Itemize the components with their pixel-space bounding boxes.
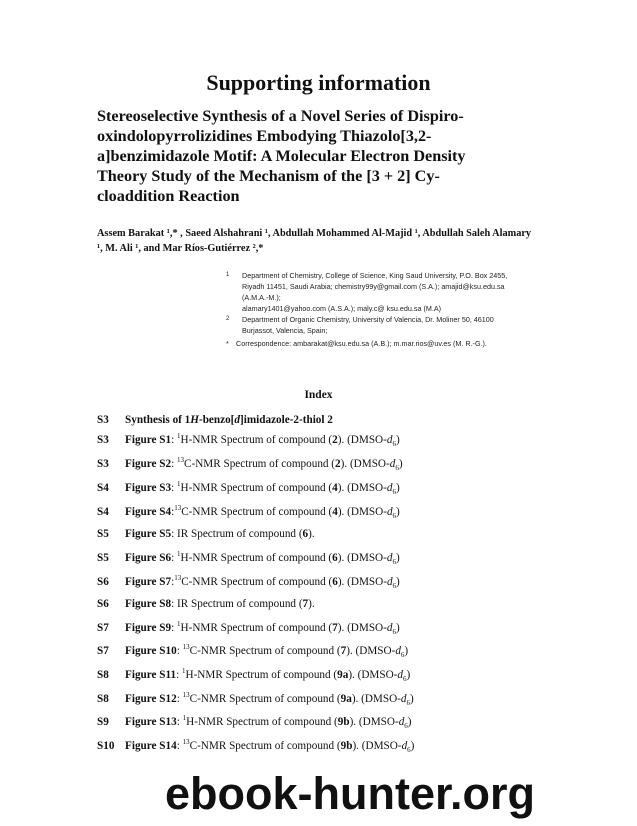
affiliation-line: alamary1401@yahoo.com (A.S.A.); maly.c@ ksu.edu.sa (M.A) bbox=[242, 304, 442, 313]
isotope-superscript: 1 bbox=[181, 667, 186, 675]
compound-number: 6 bbox=[332, 576, 338, 588]
affiliation-line: Burjassot, Valencia, Spain; bbox=[242, 326, 328, 335]
affiliation-1 bbox=[226, 270, 556, 314]
compound-number: 9a bbox=[337, 669, 349, 681]
compound-number: 7 bbox=[332, 622, 338, 634]
figure-label: Figure S6 bbox=[125, 552, 172, 564]
compound-number: 7 bbox=[302, 598, 309, 610]
index-entry-text: Figure S3: $^1$H-NMR Spectrum of compound (4). $(DMSO-d_6)$ bbox=[125, 480, 400, 497]
isotope-superscript: 1 bbox=[177, 480, 181, 488]
solvent-italic: d bbox=[397, 669, 404, 681]
figure-label: Figure S11 bbox=[125, 669, 177, 681]
index-page-number: S5 bbox=[97, 552, 109, 564]
italic-text: d bbox=[234, 414, 240, 426]
index-page-number: S4 bbox=[97, 506, 109, 518]
paper-title-line: a]benzimidazole Motif: A Molecular Electron Density bbox=[97, 147, 466, 165]
solvent-subscript: 6 bbox=[404, 722, 408, 731]
solvent-subscript: 6 bbox=[395, 464, 399, 473]
index-entry-text: Figure S12: $^{13}$C-NMR Spectrum of compound (9a). $(DMSO-d_6)$ bbox=[125, 691, 414, 708]
index-page-number: S3 bbox=[97, 414, 109, 426]
figure-label: Figure S8 bbox=[125, 598, 172, 610]
index-page-number: S3 bbox=[97, 434, 109, 446]
index-page-number: S6 bbox=[97, 598, 109, 610]
affiliation-line: (A.M.A.-M.); bbox=[242, 293, 281, 302]
affiliation-number: 2 bbox=[226, 316, 230, 322]
author-line: Assem Barakat ¹,* , Saeed Alshahrani ¹, Abdullah Mohammed Al-Majid ¹, Abdullah Saleh Alamary bbox=[97, 228, 532, 239]
figure-label: Figure S10 bbox=[125, 645, 177, 657]
page-title: Supporting information bbox=[206, 70, 431, 95]
solvent-italic: d bbox=[386, 506, 393, 518]
index-entry-text: Synthesis of 1H-benzo[d]imidazole-2-thiol 2 bbox=[125, 414, 333, 426]
paper-title-line: Theory Study of the Mechanism of the [3 + 2] Cy- bbox=[97, 167, 440, 185]
index-entry-text: Figure S11: $^1$H-NMR Spectrum of compound (9a). $(DMSO-d_6)$ bbox=[125, 667, 411, 684]
figure-label: Figure S13 bbox=[125, 716, 177, 728]
compound-number: 2 bbox=[332, 434, 338, 446]
affiliation-line: Department of Chemistry, College of Science, King Saud University, P.O. Box 2455, bbox=[242, 271, 508, 280]
index-entry-text: Figure S13: $^1$H-NMR Spectrum of compound (9b). $(DMSO-d_6)$ bbox=[125, 714, 412, 731]
isotope-superscript: 13 bbox=[177, 456, 185, 464]
index-heading: Index bbox=[304, 389, 333, 401]
solvent-italic: d bbox=[389, 458, 396, 470]
compound-number: 7 bbox=[340, 645, 347, 657]
index-entry-text: Figure S9: $^1$H-NMR Spectrum of compound (7). $(DMSO-d_6)$ bbox=[125, 620, 400, 637]
index-page-number: S9 bbox=[97, 716, 109, 728]
figure-label: Figure S3 bbox=[125, 482, 172, 494]
paper-title bbox=[97, 106, 527, 206]
correspondence-marker: * bbox=[226, 339, 229, 348]
solvent-subscript: 6 bbox=[406, 699, 411, 708]
solvent-subscript: 6 bbox=[407, 746, 411, 755]
index-entry-text: Figure S14: $^{13}$C-NMR Spectrum of compound (9b). $(DMSO-d_6)$ bbox=[125, 738, 415, 755]
solvent-subscript: 6 bbox=[400, 651, 405, 660]
author-line: ¹, M. Ali ¹, and Mar Ríos-Gutiérrez ²,* bbox=[97, 243, 264, 254]
affiliations bbox=[226, 270, 556, 349]
solvent-italic: d bbox=[386, 434, 393, 446]
index-entry-text: Figure S5: IR Spectrum of compound (6). bbox=[125, 528, 315, 540]
index-page-number: S7 bbox=[97, 622, 109, 634]
solvent-italic: d bbox=[398, 716, 405, 728]
correspondence bbox=[226, 338, 556, 349]
isotope-superscript: 13 bbox=[182, 691, 190, 699]
watermark-text: ebook-hunter.org bbox=[165, 768, 535, 819]
isotope-superscript: 1 bbox=[177, 550, 181, 558]
solvent-subscript: 6 bbox=[392, 440, 396, 449]
compound-number: 4 bbox=[332, 506, 338, 518]
figure-label: Figure S14 bbox=[125, 740, 177, 752]
isotope-superscript: 1 bbox=[182, 714, 187, 722]
isotope-superscript: 13 bbox=[182, 643, 190, 651]
solvent-subscript: 6 bbox=[392, 628, 396, 637]
index-entry-text: Figure S10: $^{13}$C-NMR Spectrum of compound (7). $(DMSO-d_6)$ bbox=[125, 643, 409, 660]
compound-number: 4 bbox=[332, 482, 338, 494]
solvent-italic: d bbox=[386, 482, 393, 494]
index-entry-text: Figure S1: $^1$H-NMR Spectrum of compound (2). $(DMSO-d_6)$ bbox=[125, 432, 400, 449]
solvent-subscript: 6 bbox=[392, 512, 397, 521]
italic-text: H bbox=[190, 414, 199, 426]
compound-number: 9b bbox=[337, 716, 350, 728]
solvent-subscript: 6 bbox=[392, 582, 397, 591]
compound-number: 2 bbox=[335, 458, 341, 470]
index-entry-text: Figure S7:$^{13}$C-NMR Spectrum of compound (6). $(DMSO-d_6)$ bbox=[125, 574, 400, 591]
affiliation-line: Riyadh 11451, Saudi Arabia; chemistry99y@gmail.com (S.A.); amajid@ksu.edu.sa bbox=[242, 282, 505, 291]
solvent-italic: d bbox=[400, 693, 407, 705]
index-page-number: S7 bbox=[97, 645, 109, 657]
affiliation-line: Department of Organic Chemistry, University of Valencia, Dr. Moliner 50, 46100 bbox=[242, 315, 494, 324]
solvent-subscript: 6 bbox=[403, 675, 407, 684]
isotope-superscript: 13 bbox=[182, 738, 190, 746]
solvent-italic: d bbox=[386, 622, 393, 634]
compound-number: 9a bbox=[340, 693, 352, 705]
index-page-number: S10 bbox=[97, 740, 115, 752]
figure-label: Figure S1 bbox=[125, 434, 172, 446]
figure-label: Figure S2 bbox=[125, 458, 172, 470]
isotope-superscript: 1 bbox=[177, 432, 181, 440]
solvent-subscript: 6 bbox=[392, 488, 396, 497]
figure-label: Figure S9 bbox=[125, 622, 172, 634]
index-page-number: S4 bbox=[97, 482, 109, 494]
index-page-number: S8 bbox=[97, 669, 109, 681]
index-page-number: S5 bbox=[97, 528, 109, 540]
index-entry-text: Figure S2: $^{13}$C-NMR Spectrum of compound (2). $(DMSO-d_6)$ bbox=[125, 456, 403, 473]
index-entry-text: Figure S6: $^1$H-NMR Spectrum of compound (6). $(DMSO-d_6)$ bbox=[125, 550, 400, 567]
solvent-italic: d bbox=[401, 740, 408, 752]
isotope-superscript: 13 bbox=[174, 574, 182, 582]
affiliation-2 bbox=[226, 314, 556, 336]
index-page-number: S3 bbox=[97, 458, 109, 470]
compound-number: 6 bbox=[302, 528, 309, 540]
compound-number: 9b bbox=[340, 740, 353, 752]
isotope-superscript: 1 bbox=[177, 620, 181, 628]
paper-title-line: cloaddition Reaction bbox=[97, 187, 240, 205]
solvent-italic: d bbox=[386, 576, 393, 588]
compound-number: 6 bbox=[332, 552, 338, 564]
index-page-number: S6 bbox=[97, 576, 109, 588]
solvent-subscript: 6 bbox=[392, 558, 396, 567]
correspondence-text: Correspondence: ambarakat@ksu.edu.sa (A.B.); m.mar.rios@uv.es (M. R.-G.). bbox=[236, 339, 487, 348]
solvent-italic: d bbox=[386, 552, 393, 564]
index-entry-text: Figure S4:$^{13}$C-NMR Spectrum of compound (4). $(DMSO-d_6)$ bbox=[125, 504, 400, 521]
solvent-italic: d bbox=[395, 645, 401, 657]
paper-title-line: Stereoselective Synthesis of a Novel Series of Dispiro- bbox=[97, 107, 464, 125]
figure-label: Figure S7 bbox=[125, 576, 172, 588]
figure-label: Figure S12 bbox=[125, 693, 177, 705]
isotope-superscript: 13 bbox=[174, 504, 182, 512]
paper-title-line: oxindolopyrrolizidines Embodying Thiazolo[3,2- bbox=[97, 127, 432, 145]
author-list bbox=[97, 226, 557, 256]
figure-label: Figure S4 bbox=[125, 506, 172, 518]
affiliation-number: 1 bbox=[226, 272, 230, 278]
figure-label: Figure S5 bbox=[125, 528, 172, 540]
index-entry-text: Figure S8: IR Spectrum of compound (7). bbox=[125, 598, 315, 610]
index-page-number: S8 bbox=[97, 693, 109, 705]
